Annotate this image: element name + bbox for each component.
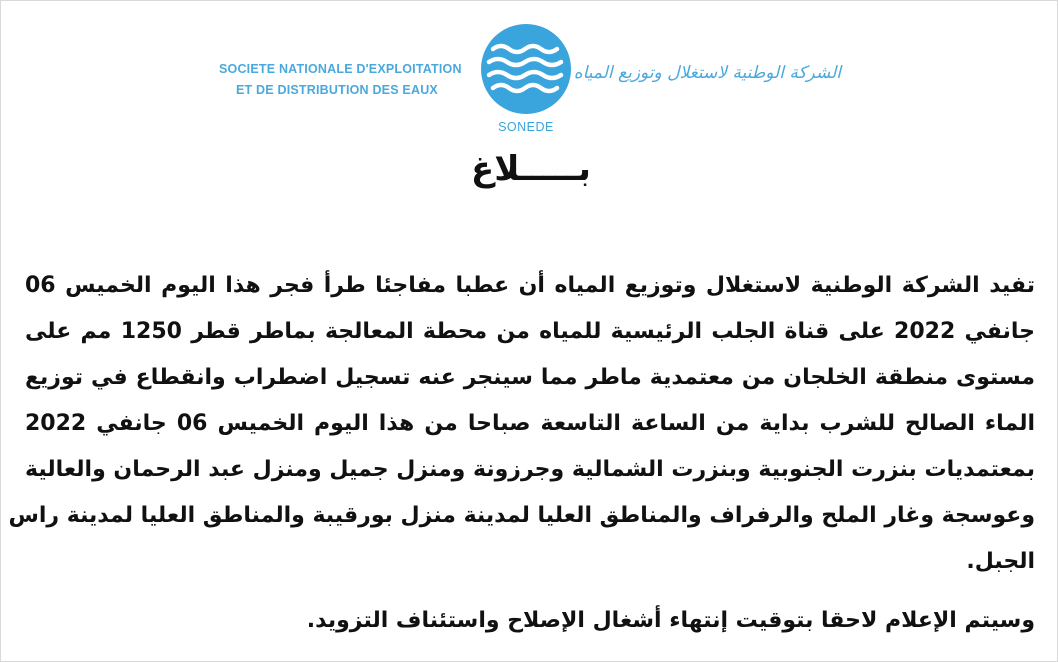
letterhead <box>1 1 1058 151</box>
company-name-french-line2: ET DE DISTRIBUTION DES EAUX <box>236 83 438 97</box>
communique-body <box>8 263 1035 585</box>
body-line: بمعتمديات بنزرت الجنوبية وبنزرت الشمالية وجرزونة ومنزل جميل ومنزل عبد الرحمان والعالية <box>25 457 1035 482</box>
body-line: تفيد الشركة الوطنية لاستغلال وتوزيع المياه أن عطبا مفاجئا طرأ فجر هذا اليوم الخميس 06 <box>25 273 1035 298</box>
company-name-arabic: الشركة الوطنية لاستغلال وتوزيع المياه <box>573 63 841 83</box>
water-waves-icon <box>477 21 575 119</box>
body-line: جانفي 2022 على قناة الجلب الرئيسية للمياه من محطة المعالجة بماطر قطر 1250 مم على <box>25 319 1035 344</box>
body-line: مستوى منطقة الخلجان من معتمدية ماطر مما سينجر عنه تسجيل اضطراب وانقطاع في توزيع <box>25 365 1035 390</box>
company-name-french-line1: SOCIETE NATIONALE D'EXPLOITATION <box>219 62 462 76</box>
closing-paragraph: وسيتم الإعلام لاحقا بتوقيت إنتهاء أشغال الإصلاح واستئناف التزويد. <box>306 608 1035 633</box>
body-line: وعوسجة وغار الملح والرفراف والمناطق العليا لمدينة منزل بورقيبة والمناطق العليا لمدينة راس <box>8 503 1035 528</box>
body-line: الماء الصالح للشرب بداية من الساعة التاسعة صباحا من هذا اليوم الخميس 06 جانفي 2022 <box>25 411 1035 436</box>
company-name-french <box>219 59 462 101</box>
body-line: الجبل. <box>966 549 1035 574</box>
document-title: بـــــلاغ <box>471 149 591 189</box>
logo-text: SONEDE <box>498 120 554 134</box>
sonede-logo <box>477 21 575 139</box>
